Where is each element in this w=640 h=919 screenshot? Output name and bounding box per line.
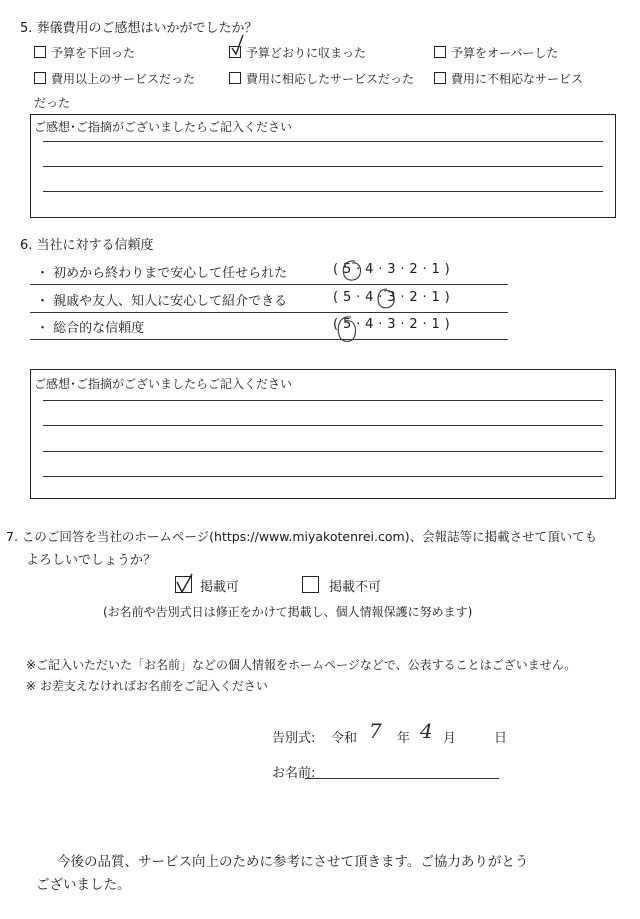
comment-line <box>43 476 603 477</box>
q7-title-line1: 7. このご回答を当社のホームページ(https://www.miyakotenrei.com)、会報誌等に掲載させて頂いても <box>6 529 598 544</box>
name-request-notice: ※ お差支えなければお名前をご記入ください <box>26 679 268 693</box>
funeral-era: 令和 <box>331 731 358 746</box>
q6-comment-box[interactable] <box>30 369 616 499</box>
comment-line <box>43 141 603 142</box>
q5-option-worth-cost[interactable]: 費用に相応したサービスだった <box>229 70 414 87</box>
q6-row-line <box>30 312 508 313</box>
handwritten-circle-mark-icon <box>333 313 361 345</box>
q6-row-line <box>30 284 508 285</box>
q5-title: 5. 葬儀費用のご感想はいかがでしたか？ <box>20 21 258 36</box>
q7-title-line2: よろしいでしょうか？ <box>26 553 157 568</box>
name-label: お名前: <box>272 766 316 781</box>
funeral-month-handwritten[interactable]: 4 <box>420 719 433 743</box>
publish-ok-label: 掲載可 <box>200 580 240 595</box>
handwritten-circle-mark-icon <box>374 286 398 312</box>
handwritten-check-mark-icon <box>229 33 249 59</box>
q5-option-over-budget[interactable]: 予算をオーバーした <box>434 44 558 61</box>
comment-line <box>43 451 603 452</box>
q6-item-rating[interactable]: ( 5 · 4 · 3 · 2 · 1 ) <box>333 290 450 305</box>
closing-line1: 今後の品質、サービス向上のために参考にさせて頂きます。ご協力ありがとう <box>57 854 529 870</box>
q6-comment-label: ご感想･ご指摘がございましたらご記入ください <box>34 377 293 391</box>
q6-item-label: ・ 総合的な信頼度 <box>36 321 145 336</box>
q5-comment-box[interactable] <box>30 114 616 218</box>
q5-option-more-than-cost[interactable]: 費用以上のサービスだった <box>34 70 195 87</box>
checkbox[interactable] <box>434 72 446 84</box>
q5-option-not-worth-cost[interactable]: 費用に不相応なサービス <box>434 70 583 87</box>
publish-ng-label: 掲載不可 <box>329 580 382 595</box>
comment-line <box>43 166 603 167</box>
q6-row-line <box>30 339 508 340</box>
publish-ng-checkbox[interactable] <box>302 576 319 593</box>
funeral-year-handwritten[interactable]: 7 <box>369 719 382 743</box>
funeral-month-unit: 月 <box>443 731 457 746</box>
comment-line <box>43 191 603 192</box>
q7-note: (お名前や告別式日は修正をかけて掲載し、個人情報保護に努めます) <box>103 605 473 619</box>
funeral-year-unit: 年 <box>397 731 411 746</box>
handwritten-circle-mark-icon <box>340 258 364 284</box>
q5-option-within-budget[interactable]: 予算どおりに収まった <box>229 44 366 61</box>
q6-item-rating[interactable]: ( 5 · 4 · 3 · 2 · 1 ) <box>333 317 450 332</box>
q5-option-under-budget[interactable]: 予算を下回った <box>34 44 135 61</box>
q6-item-label: ・ 親戚や友人、知人に安心して紹介できる <box>36 294 288 309</box>
q6-item-label: ・ 初めから終わりまで安心して任せられた <box>36 266 288 281</box>
comment-line <box>43 425 603 426</box>
checkbox[interactable] <box>229 72 241 84</box>
closing-line2: ございました。 <box>36 877 131 893</box>
funeral-day-unit: 日 <box>494 731 508 746</box>
q6-item-rating[interactable]: ( 5 · 4 · 3 · 2 · 1 ) <box>333 262 450 277</box>
checkbox[interactable] <box>34 46 46 58</box>
q6-title: 6. 当社に対する信頼度 <box>20 238 154 253</box>
q5-option-wrap-text: だった <box>34 96 71 110</box>
handwritten-check-mark-icon <box>174 572 196 596</box>
checkbox[interactable] <box>34 72 46 84</box>
comment-line <box>43 400 603 401</box>
name-input-line[interactable] <box>305 778 499 779</box>
checkbox[interactable] <box>434 46 446 58</box>
funeral-date-label: 告別式: <box>272 731 316 746</box>
privacy-notice: ※ご記入いただいた「お名前」などの個人情報をホームページなどで、公表することはございません。 <box>26 658 577 672</box>
q5-comment-label: ご感想･ご指摘がございましたらご記入ください <box>34 120 293 134</box>
